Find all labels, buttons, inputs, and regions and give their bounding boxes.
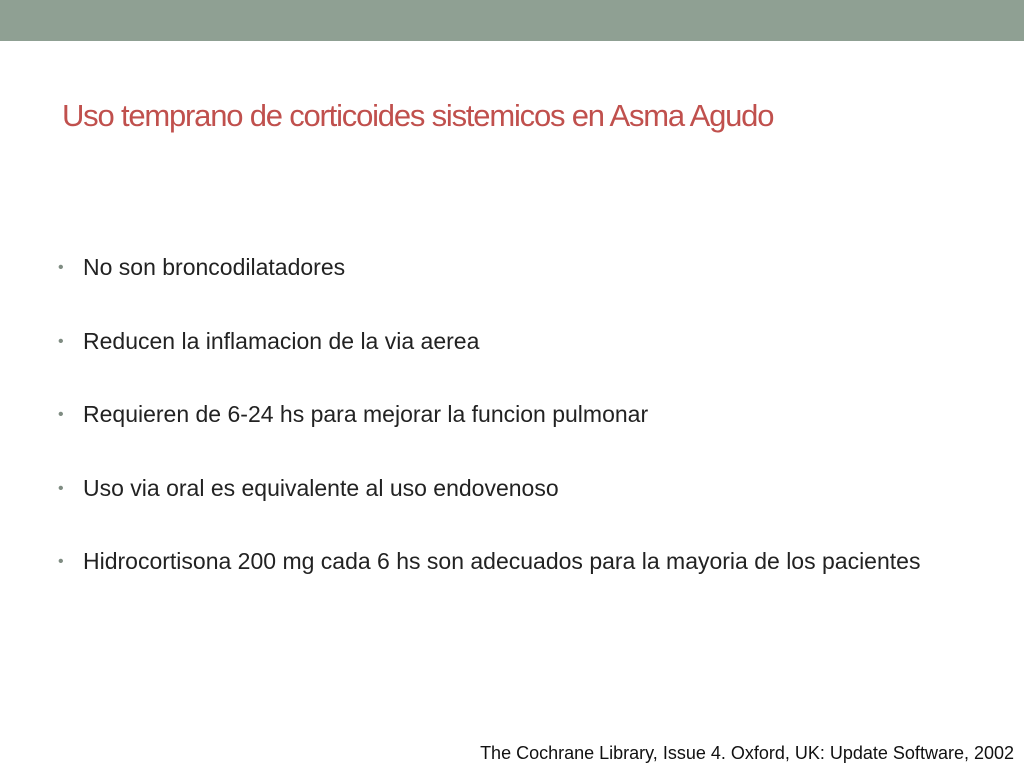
slide-title: Uso temprano de corticoides sistemicos en Asma Agudo — [62, 98, 774, 133]
bullet-icon: • — [58, 406, 64, 423]
bullet-item — [58, 473, 958, 504]
bullet-icon: • — [58, 259, 64, 276]
bullet-icon: • — [58, 553, 64, 570]
bullet-icon: • — [58, 333, 64, 350]
bullet-item — [58, 252, 958, 283]
bullet-item — [58, 546, 958, 577]
bullet-text: No son broncodilatadores — [83, 254, 346, 280]
bullet-icon: • — [58, 480, 64, 497]
citation: The Cochrane Library, Issue 4. Oxford, UK: Update Software, 2002 — [480, 743, 1014, 763]
top-accent-bar — [0, 0, 1024, 41]
bullet-text: Reducen la inflamacion de la via aerea — [83, 328, 480, 354]
bullet-text: Requieren de 6-24 hs para mejorar la funcion pulmonar — [83, 401, 649, 427]
bullet-item — [58, 399, 958, 430]
bullet-text: Hidrocortisona 200 mg cada 6 hs son adecuados para la mayoria de los pacientes — [83, 548, 921, 574]
bullet-text: Uso via oral es equivalente al uso endovenoso — [83, 475, 559, 501]
bullet-item — [58, 326, 958, 357]
